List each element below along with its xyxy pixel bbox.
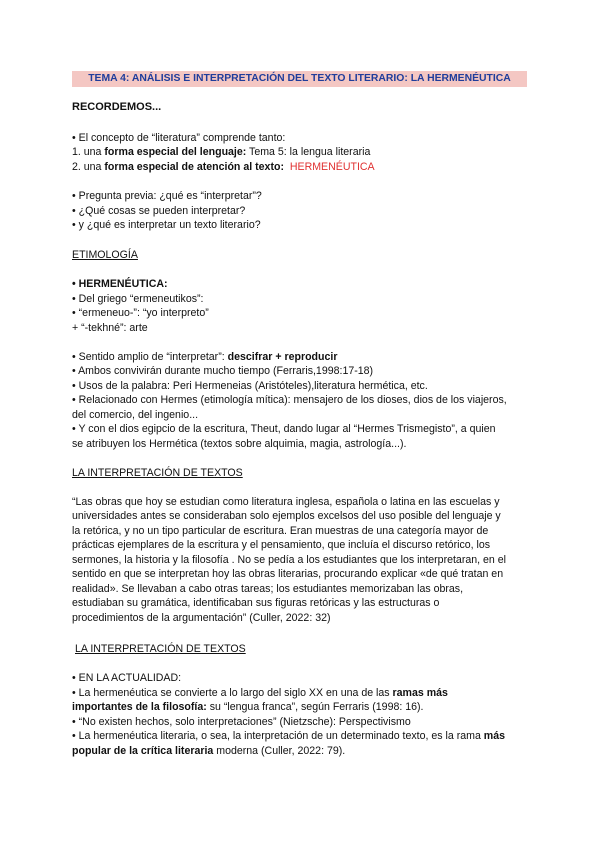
document-title: TEMA 4: ANÁLISIS E INTERPRETACIÓN DEL TEXTO LITERARIO: LA HERMENÉUTICA [72,71,527,87]
concepto-literatura: • El concepto de “literatura” comprende tanto: [72,132,286,144]
actualidad-line [72,701,424,714]
text-span: moderna (Culler, 2022: 79). [213,745,346,757]
tema-reference: Tema 5: la lengua literaria [246,146,371,158]
hermeneutica-term: • HERMENÉUTICA: [72,278,168,290]
actualidad-label: • EN LA ACTUALIDAD: [72,672,182,684]
bold-phrase: popular de la crítica literaria [72,745,214,757]
sentido-bold: descifrar + reproducir [227,351,338,363]
bold-phrase: ramas más [392,687,448,699]
sentido-line: • Usos de la palabra: Peri Hermeneias (Aristóteles),literatura hermética, etc. [72,380,428,392]
list-item-lenguaje [72,146,370,159]
nietzsche-quote: • “No existen hechos, solo interpretaciones” (Nietzsche): Perspectivismo [72,716,411,728]
etimologia-heading: ETIMOLOGÍA [72,249,138,261]
sentido-line: del comercio, del ingenio... [72,409,199,421]
pregunta-1: • Pregunta previa: ¿qué es “interpretar”? [72,190,262,202]
etimologia-line: + “-tekhné”: arte [72,322,148,334]
quote-line: realidad». Se llevaban a cabo otras tareas; los estudiantes memorizaban las obras, [72,583,464,595]
quote-line: prácticas ejemplares de la escritura y el pensamiento, que incluía el discurso retórico, los [72,539,491,551]
actualidad-line [72,687,448,700]
quote-line: estudiaban su gramática, identificaban sus figuras retóricas y las estructuras o [72,597,440,609]
sentido-prefix: • Sentido amplio de “interpretar”: [72,351,228,363]
quote-line: “Las obras que hoy se estudian como literatura inglesa, española o latina en las escuelas y [72,496,500,508]
quote-line: sentido en que se interpretan hoy las obras literarias, procurando explicar «de qué tratan en [72,568,504,580]
text-span: su “lengua franca”, según Ferraris (1998: 16). [206,701,424,713]
sentido-line: se atribuyen los Hermética (textos sobre alquimia, magia, astrología...). [72,438,407,450]
bold-phrase: forma especial del lenguaje: [104,146,247,158]
quote-line: universidades antes se consideraban solo ejemplos excelsos del uso posible del lenguaje y [72,510,501,522]
etimologia-line: • Del griego “ermeneutikos”: [72,293,204,305]
text-span: • La hermenéutica se convierte a lo largo del siglo XX en una de las [72,687,393,699]
interpretacion-heading-2: LA INTERPRETACIÓN DE TEXTOS [75,643,246,655]
sentido-line: • Relacionado con Hermes (etimología mítica): mensajero de los dioses, dios de los viajeros, [72,394,507,406]
etimologia-line: • “ermeneuo-”: “yo interpreto” [72,307,209,319]
bold-phrase: más [483,730,505,742]
list-number: 2. una [72,161,105,173]
text-span: • La hermenéutica literaria, o sea, la interpretación de un determinado texto, es la rama [72,730,484,742]
interpretacion-heading-1: LA INTERPRETACIÓN DE TEXTOS [72,467,243,479]
list-item-atencion [72,161,375,174]
actualidad-line [72,730,505,743]
list-number: 1. una [72,146,105,158]
pregunta-3: • y ¿qué es interpretar un texto literario? [72,219,261,231]
bold-phrase: importantes de la filosofía: [72,701,207,713]
actualidad-line [72,745,345,758]
quote-line: la retórica, y no un tipo particular de escritura. Eran muestras de una categoría mayor de [72,525,489,537]
quote-line: procedimientos de la argumentación” (Culler, 2022: 32) [72,612,331,624]
recordemos-heading: RECORDEMOS... [72,101,162,113]
hermeneutica-highlight: HERMENÉUTICA [289,161,375,173]
sentido-line: • Y con el dios egipcio de la escritura, Theut, dando lugar al “Hermes Trismegisto”, a quien [72,423,496,435]
pregunta-2: • ¿Qué cosas se pueden interpretar? [72,205,246,217]
sentido-amplio [72,351,337,364]
sentido-line: • Ambos convivirán durante mucho tiempo (Ferraris,1998:17-18) [72,365,374,377]
bold-phrase: forma especial de atención al texto: [104,161,284,173]
quote-line: sermones, la historia y la filosofía . No se pedía a los estudiantes que los interpretaran, en el [72,554,506,566]
